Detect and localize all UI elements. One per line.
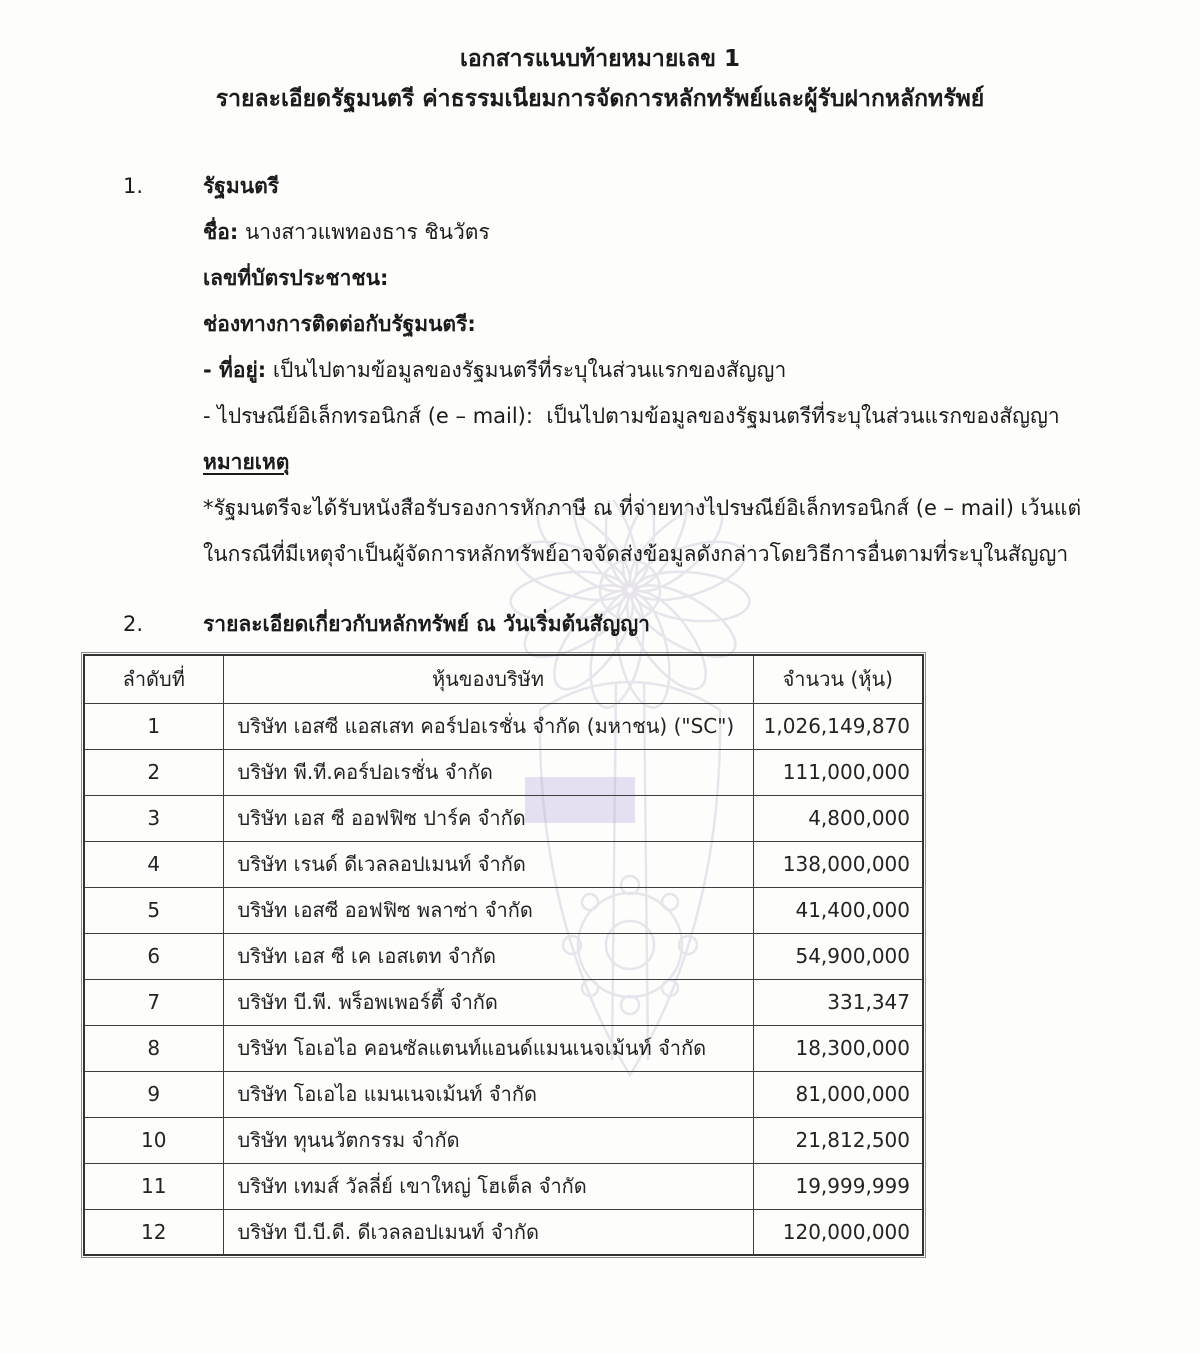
email-text: เป็นไปตามข้อมูลของรัฐมนตรีที่ระบุในส่วนแรกของสัญญา xyxy=(546,404,1060,428)
email-line xyxy=(203,393,1200,439)
table-row xyxy=(84,1117,923,1163)
row-index: 7 xyxy=(84,979,223,1025)
address-text: เป็นไปตามข้อมูลของรัฐมนตรีที่ระบุในส่วนแรกของสัญญา xyxy=(272,358,787,382)
document-title: เอกสารแนบท้ายหมายเลข 1 xyxy=(459,46,740,72)
company-name: บริษัท โอเอไอ คอนซัลแตนท์แอนด์แมนเนจเม้นท์ จำกัด xyxy=(223,1025,753,1071)
document-subtitle: รายละเอียดรัฐมนตรี ค่าธรรมเนียมการจัดการหลักทรัพย์และผู้รับฝากหลักทรัพย์ xyxy=(215,86,985,112)
column-header-shares: จำนวน (หุ้น) xyxy=(753,655,923,703)
company-name: บริษัท บี.พี. พร็อพเพอร์ตี้ จำกัด xyxy=(223,979,753,1025)
row-index: 5 xyxy=(84,887,223,933)
name-value: นางสาวแพทองธาร ชินวัตร xyxy=(244,220,490,244)
company-name: บริษัท พี.ที.คอร์ปอเรชั่น จำกัด xyxy=(223,749,753,795)
share-count: 111,000,000 xyxy=(753,749,923,795)
table-row xyxy=(84,1025,923,1071)
section-1-heading: รัฐมนตรี xyxy=(203,174,279,198)
table-row xyxy=(84,795,923,841)
share-count: 54,900,000 xyxy=(753,933,923,979)
note-line-1: *รัฐมนตรีจะได้รับหนังสือรับรองการหักภาษี ณ ที่จ่ายทางไปรษณีย์อิเล็กทรอนิกส์ (e – mail) เว้นแต่ xyxy=(203,496,1082,520)
table-row xyxy=(84,749,923,795)
share-count: 4,800,000 xyxy=(753,795,923,841)
company-name: บริษัท บี.บี.ดี. ดีเวลลอปเมนท์ จำกัด xyxy=(223,1209,753,1255)
table-row xyxy=(84,703,923,749)
row-index: 8 xyxy=(84,1025,223,1071)
share-count: 120,000,000 xyxy=(753,1209,923,1255)
row-index: 12 xyxy=(84,1209,223,1255)
section-minister-details xyxy=(0,163,1200,577)
table-row xyxy=(84,933,923,979)
table-header-row xyxy=(84,655,923,703)
company-name: บริษัท โอเอไอ แมนเนจเม้นท์ จำกัด xyxy=(223,1071,753,1117)
address-label: - ที่อยู่: xyxy=(203,358,267,382)
company-name: บริษัท เอส ซี เค เอสเตท จำกัด xyxy=(223,933,753,979)
address-line xyxy=(203,347,1200,393)
row-index: 3 xyxy=(84,795,223,841)
section-1-number: 1. xyxy=(123,174,144,198)
table-row xyxy=(84,887,923,933)
row-index: 10 xyxy=(84,1117,223,1163)
table-row xyxy=(84,841,923,887)
name-label: ชื่อ: xyxy=(203,220,239,244)
table-row xyxy=(84,1163,923,1209)
contact-channels-heading: ช่องทางการติดต่อกับรัฐมนตรี: xyxy=(203,312,476,336)
company-name: บริษัท เอสซี แอสเสท คอร์ปอเรชั่น จำกัด (มหาชน) ("SC") xyxy=(223,703,753,749)
section-2-number: 2. xyxy=(123,612,144,636)
row-index: 1 xyxy=(84,703,223,749)
document-header xyxy=(0,44,1200,114)
table-row xyxy=(84,1071,923,1117)
column-header-company: หุ้นของบริษัท xyxy=(223,655,753,703)
section-securities-details xyxy=(0,601,1200,1256)
company-name: บริษัท เอสซี ออฟฟิซ พลาซ่า จำกัด xyxy=(223,887,753,933)
row-index: 6 xyxy=(84,933,223,979)
note-line-2: ในกรณีที่มีเหตุจำเป็นผู้จัดการหลักทรัพย์อาจจัดส่งข้อมูลดังกล่าวโดยวิธีการอื่นตามที่ระบุในสัญญา xyxy=(203,542,1069,566)
share-count: 41,400,000 xyxy=(753,887,923,933)
share-count: 1,026,149,870 xyxy=(753,703,923,749)
share-count: 81,000,000 xyxy=(753,1071,923,1117)
company-name: บริษัท เรนด์ ดีเวลลอปเมนท์ จำกัด xyxy=(223,841,753,887)
note-heading: หมายเหตุ xyxy=(203,450,290,474)
share-count: 21,812,500 xyxy=(753,1117,923,1163)
column-header-index: ลำดับที่ xyxy=(84,655,223,703)
company-name: บริษัท เอส ซี ออฟฟิซ ปาร์ค จำกัด xyxy=(223,795,753,841)
row-index: 2 xyxy=(84,749,223,795)
share-count: 331,347 xyxy=(753,979,923,1025)
row-index: 9 xyxy=(84,1071,223,1117)
row-index: 11 xyxy=(84,1163,223,1209)
company-name: บริษัท เทมส์ วัลลี่ย์ เขาใหญ่ โฮเต็ล จำกัด xyxy=(223,1163,753,1209)
section-2-heading: รายละเอียดเกี่ยวกับหลักทรัพย์ ณ วันเริ่มต้นสัญญา xyxy=(203,612,650,636)
shares-table xyxy=(83,654,924,1256)
table-row xyxy=(84,1209,923,1255)
row-index: 4 xyxy=(84,841,223,887)
minister-name-line xyxy=(203,209,1200,255)
email-label: - ไปรษณีย์อิเล็กทรอนิกส์ (e – mail): xyxy=(203,404,533,428)
share-count: 19,999,999 xyxy=(753,1163,923,1209)
id-card-label: เลขที่บัตรประชาชน: xyxy=(203,266,389,290)
table-row xyxy=(84,979,923,1025)
company-name: บริษัท ทุนนวัตกรรม จำกัด xyxy=(223,1117,753,1163)
share-count: 138,000,000 xyxy=(753,841,923,887)
share-count: 18,300,000 xyxy=(753,1025,923,1071)
